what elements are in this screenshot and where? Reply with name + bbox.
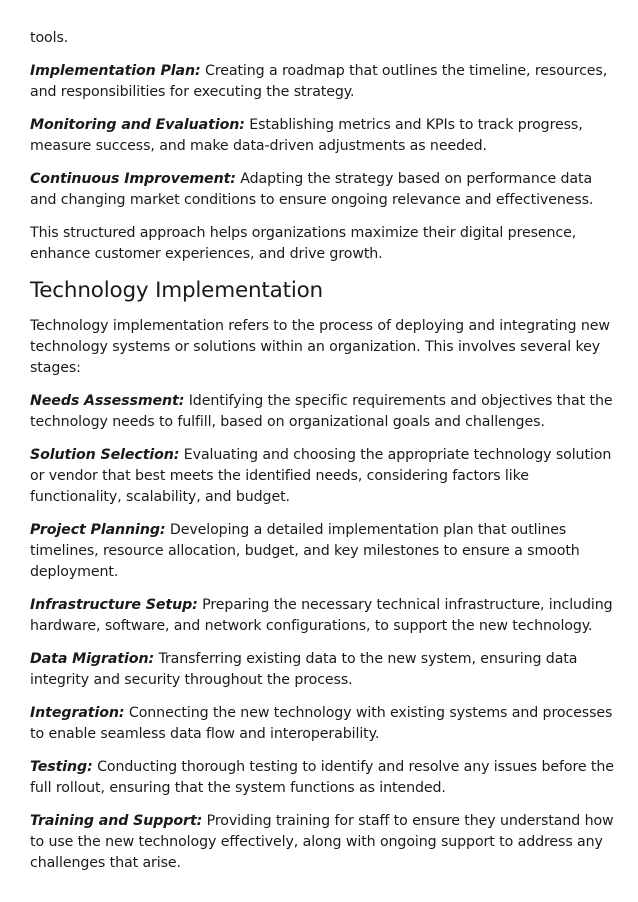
stage-infrastructure-setup [30,595,614,637]
term-label: Monitoring and Evaluation: [30,117,245,133]
stage-project-planning [30,520,614,583]
term-label: Project Planning: [30,522,166,538]
term-label: Data Migration: [30,651,155,667]
stage-training-support [30,811,614,874]
stage-data-migration [30,649,614,691]
term-description: Establishing metrics and KPIs to track progress, measure success, and make data-driven adjustments as needed. [30,117,583,154]
stage-needs-assessment [30,391,614,433]
term-description: Providing training for staff to ensure they understand how to use the new technology effectively, along with ongoing support to address any challenges that arise. [30,813,614,871]
term-label: Testing: [30,759,93,775]
term-description: Identifying the specific requirements and objectives that the technology needs to fulfill, based on organizational goals and challenges. [30,393,613,430]
term-label: Integration: [30,705,125,721]
section-intro: Technology implementation refers to the process of deploying and integrating new technology systems or solutions within an organization. This involves several key stages: [30,318,610,376]
term-label: Needs Assessment: [30,393,185,409]
term-label: Solution Selection: [30,447,180,463]
stage-integration [30,703,614,745]
section-conclusion: This structured approach helps organizations maximize their digital presence, enhance customer experiences, and drive growth. [30,225,577,262]
item-continuous-improvement [30,169,614,211]
term-label: Training and Support: [30,813,203,829]
document-page [30,28,614,886]
term-description: Connecting the new technology with existing systems and processes to enable seamless data flow and interoperability. [30,705,613,742]
section-heading: Technology Implementation [30,278,323,303]
term-description: Creating a roadmap that outlines the timeline, resources, and responsibilities for executing the strategy. [30,63,608,100]
stage-testing [30,757,614,799]
term-description: Conducting thorough testing to identify and resolve any issues before the full rollout, ensuring that the system functions as intended. [30,759,614,796]
term-description: Developing a detailed implementation plan that outlines timelines, resource allocation, budget, and key milestones to ensure a smooth deployment. [30,522,580,580]
term-label: Implementation Plan: [30,63,201,79]
term-description: Preparing the necessary technical infrastructure, including hardware, software, and network configurations, to support the new technology. [30,597,613,634]
term-description: Adapting the strategy based on performance data and changing market conditions to ensure ongoing relevance and effectiveness. [30,171,594,208]
term-description: Evaluating and choosing the appropriate technology solution or vendor that best meets the identified needs, considering factors like functionality, scalability, and budget. [30,447,612,505]
term-description: Transferring existing data to the new system, ensuring data integrity and security throughout the process. [30,651,578,688]
term-label: Infrastructure Setup: [30,597,198,613]
term-label: Continuous Improvement: [30,171,236,187]
item-monitoring-evaluation [30,115,614,157]
lead-fragment: tools. [30,30,69,46]
item-implementation-plan [30,61,614,103]
stage-solution-selection [30,445,614,508]
